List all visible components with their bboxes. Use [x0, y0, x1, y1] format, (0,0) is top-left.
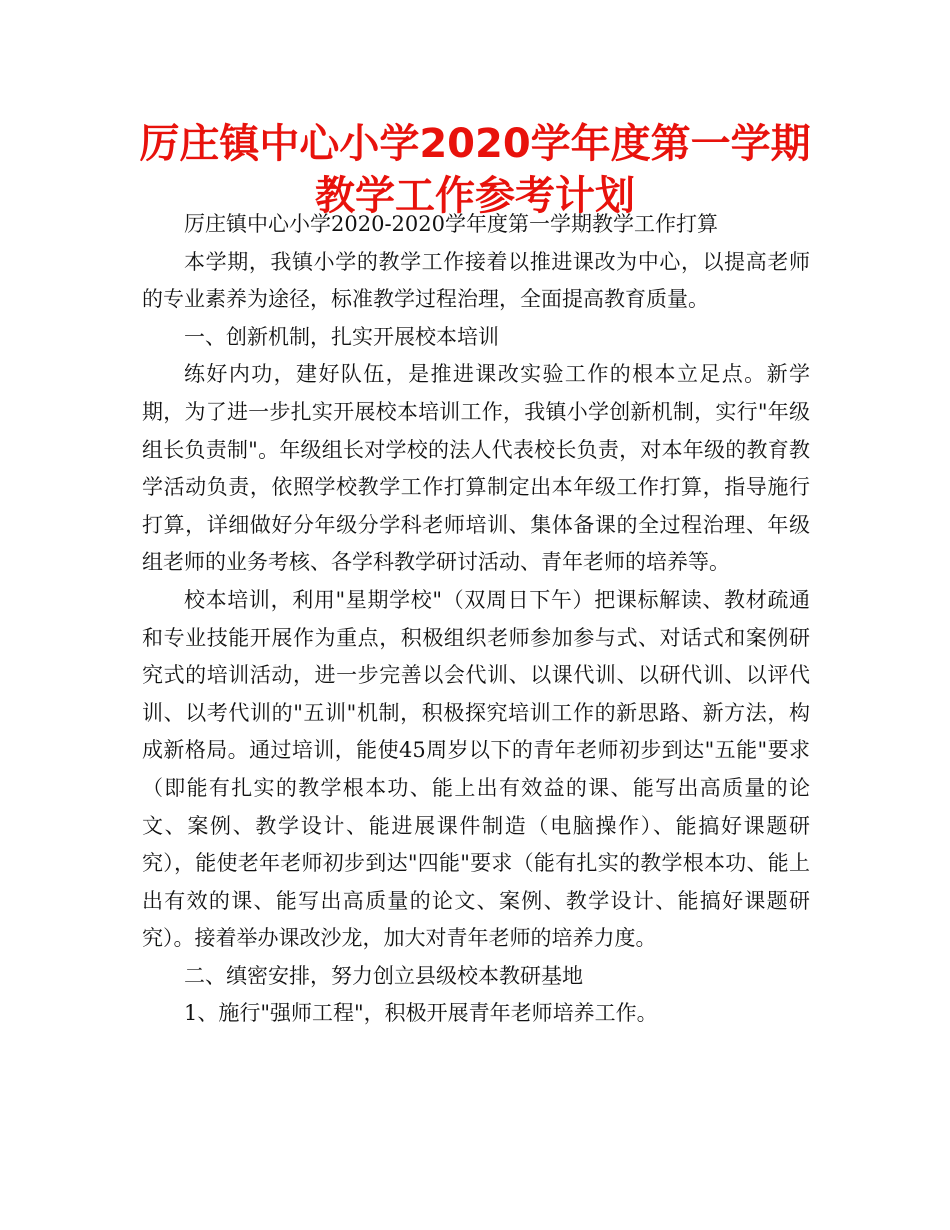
intro-paragraph: 本学期，我镇小学的教学工作接着以推进课改为中心，以提高老师的专业素养为途径，标准教学过程治理，全面提高教育质量。 [142, 249, 810, 312]
list-item-paragraph: 1、施行"强师工程"，积极开展青年老师培养工作。 [184, 1001, 658, 1026]
subtitle-paragraph: 厉庄镇中心小学2020-2020学年度第一学期教学工作打算 [184, 212, 718, 236]
section-heading-1: 一、创新机制，扎实开展校本培训 [184, 324, 499, 349]
document-title: 厉庄镇中心小学2020学年度第一学期教学工作参考计划 [139, 121, 811, 219]
body-paragraph: 校本培训，利用"星期学校"（双周日下午）把课标解读、教材疏通和专业技能开展作为重点，积极组织老师参加参与式、对话式和案例研究式的培训活动，进一步完善以会代训、以课代训、以研代训、以评代训、以考代训的"五训"机制，积极探究培训工作的新思路、新方法，构成新格局。通过培训，能使45周岁以下的青年老师初步到达"五能"要求（即能有扎实的教学根本功、能上出有效益的课、能写出高质量的论文、案例、教学设计、能进展课件制造（电脑操作）、能搞好课题研究），能使老年老师初步到达"四能"要求（能有扎实的教学根本功、能上出有效的课、能写出高质量的论文、案例、教学设计、能搞好课题研究）。接着举办课改沙龙，加大对青年老师的培养力度。 [142, 587, 810, 951]
document-body [142, 206, 810, 1033]
body-paragraph: 练好内功，建好队伍，是推进课改实验工作的根本立足点。新学期，为了进一步扎实开展校本培训工作，我镇小学创新机制，实行"年级组长负责制"。年级组长对学校的法人代表校长负责，对本年级的教育教学活动负责，依照学校教学工作打算制定出本年级工作打算，指导施行打算，详细做好分年级分学科老师培训、集体备课的全过程治理、年级组老师的业务考核、各学科教学研讨活动、青年老师的培养等。 [142, 362, 810, 575]
section-heading-2: 二、缜密安排，努力创立县级校本教研基地 [184, 963, 583, 988]
